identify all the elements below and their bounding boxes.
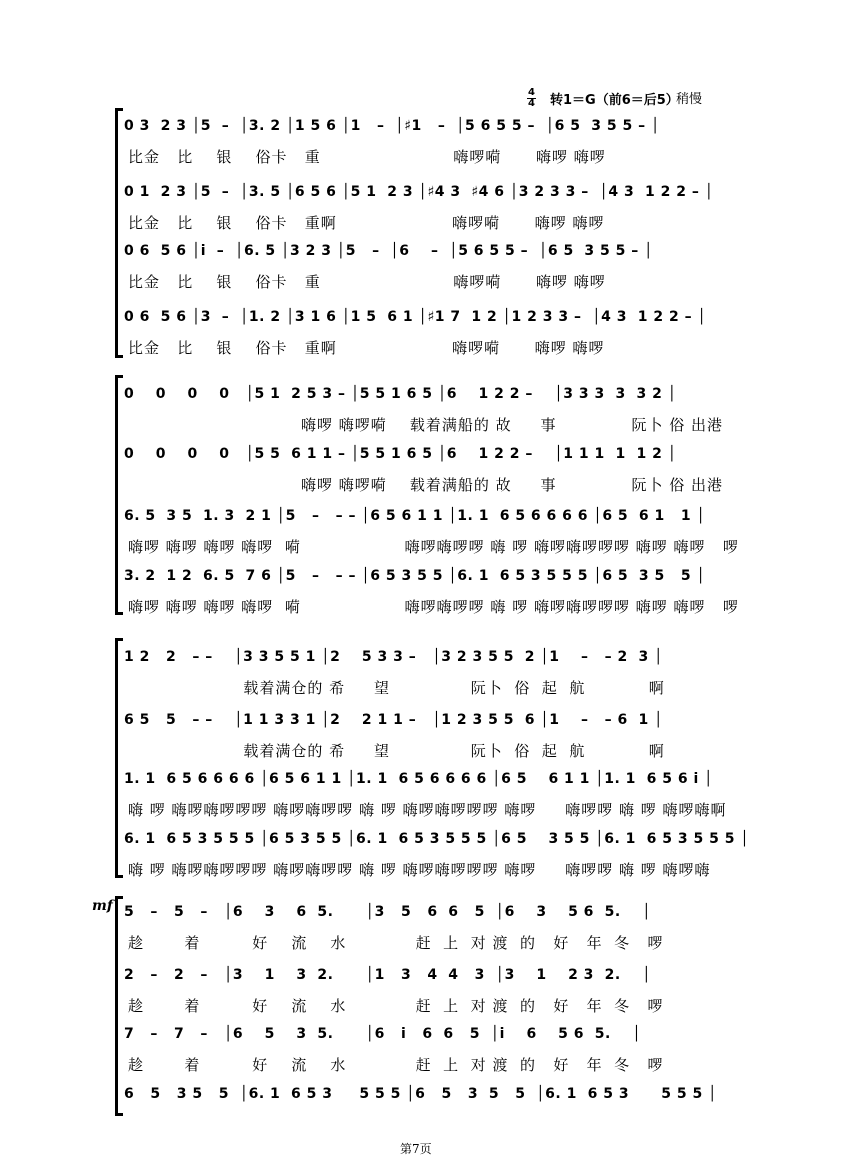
notes-line: 6. 1 6 5 3 5 5 5 │6 5 3 5 5 │6. 1 6 5 3 5 5 5 │6 5 3 5 5 │6. 1 6 5 3 5 5 5 │ (124, 831, 750, 847)
tempo-marking: 稍慢 (676, 92, 703, 107)
page-number: 第7页 (400, 1142, 432, 1156)
notes-line: 0 6 5 6 │3 – │1. 2 │3 1 6 │1 5 6 1 │♯1 7 1 2 │1 2 3 3 – │4 3 1 2 2 – │ (124, 309, 707, 325)
notes-line: 0 3 2 3 │5 – │3. 2 │1 5 6 │1 – │♯1 – │5 6 5 5 – │6 5 3 5 5 – │ (124, 118, 660, 134)
lyrics-line: 嗨啰 嗨啰嗬 载着满船的 故 事 阮卜 俗 出港 (128, 416, 724, 434)
lyrics-line: 载着满仓的 希 望 阮卜 俗 起 航 啊 (128, 742, 665, 760)
system-bracket (115, 638, 118, 878)
lyrics-line: 趁 着 好 流 水 赶 上 对 渡 的 好 年 冬 啰 (128, 1056, 664, 1074)
lyrics-line: 嗨 啰 嗨啰嗨啰啰啰 嗨啰嗨啰啰 嗨 啰 嗨啰嗨啰啰啰 嗨啰 嗨啰啰 嗨 啰 嗨啰嗨啊 (128, 801, 727, 819)
time-signature: 4 4 (528, 87, 535, 109)
lyrics-line: 比金 比 银 俗卡 重 嗨啰嗬 嗨啰 嗨啰 (128, 273, 606, 291)
notes-line: 0 0 0 0 │5 5 6 1 1 – │5 5 1 6 5 │6 1 2 2 – │1 1 1 1 1 2 │ (124, 446, 677, 462)
system-bracket (115, 896, 118, 1116)
notes-line: 3. 2 1 2 6. 5 7 6 │5 – – – │6 5 3 5 5 │6. 1 6 5 3 5 5 5 │6 5 3 5 5 │ (124, 568, 706, 584)
notes-line: 7 – 7 – │6 5 3 5. │6 i 6 6 5 │i 6 5 6 5. │ (124, 1026, 642, 1042)
notes-line: 6. 5 3 5 1. 3 2 1 │5 – – – │6 5 6 1 1 │1. 1 6 5 6 6 6 6 │6 5 6 1 1 │ (124, 508, 706, 524)
lyrics-line: 载着满仓的 希 望 阮卜 俗 起 航 啊 (128, 679, 665, 697)
lyrics-line: 嗨啰 嗨啰 嗨啰 嗨啰 嗬 嗨啰嗨啰啰 嗨 啰 嗨啰嗨啰啰啰 嗨啰 嗨啰 啰 (128, 598, 739, 616)
lyrics-line: 嗨 啰 嗨啰嗨啰啰啰 嗨啰嗨啰啰 嗨 啰 嗨啰嗨啰啰啰 嗨啰 嗨啰啰 嗨 啰 嗨啰嗨 (128, 861, 711, 879)
lyrics-line: 趁 着 好 流 水 赶 上 对 渡 的 好 年 冬 啰 (128, 997, 664, 1015)
system-bracket (115, 375, 118, 615)
lyrics-line: 趁 着 好 流 水 赶 上 对 渡 的 好 年 冬 啰 (128, 934, 664, 952)
lyrics-line: 嗨啰 嗨啰嗬 载着满船的 故 事 阮卜 俗 出港 (128, 476, 724, 494)
notes-line: 2 – 2 – │3 1 3 2. │1 3 4 4 3 │3 1 2 3 2. │ (124, 967, 652, 983)
notes-line: 5 – 5 – │6 3 6 5. │3 5 6 6 5 │6 3 5 6 5. │ (124, 904, 652, 920)
lyrics-line: 嗨啰 嗨啰 嗨啰 嗨啰 嗬 嗨啰嗨啰啰 嗨 啰 嗨啰嗨啰啰啰 嗨啰 嗨啰 啰 (128, 538, 739, 556)
system-bracket (115, 108, 118, 358)
notes-line: 0 1 2 3 │5 – │3. 5 │6 5 6 │5 1 2 3 │♯4 3 ♯4 6 │3 2 3 3 – │4 3 1 2 2 – │ (124, 184, 714, 200)
notes-line: 0 6 5 6 │i – │6. 5 │3 2 3 │5 – │6 – │5 6 5 5 – │6 5 3 5 5 – │ (124, 243, 654, 259)
lyrics-line: 比金 比 银 俗卡 重啊 嗨啰嗬 嗨啰 嗨啰 (128, 339, 605, 357)
notes-line: 6 5 3 5 5 │6. 1 6 5 3 5 5 5 │6 5 3 5 5 │6. 1 6 5 3 5 5 5 │ (124, 1086, 718, 1102)
lyrics-line: 比金 比 银 俗卡 重啊 嗨啰嗬 嗨啰 嗨啰 (128, 214, 605, 232)
notes-line: 6 5 5 – – │1 1 3 3 1 │2 2 1 1 – │1 2 3 5 5 6 │1 – – 6 1 │ (124, 712, 664, 728)
key-change: 转1＝G（前6＝后5） (550, 93, 679, 108)
lyrics-line: 比金 比 银 俗卡 重 嗨啰嗬 嗨啰 嗨啰 (128, 148, 606, 166)
notes-line: 0 0 0 0 │5 1 2 5 3 – │5 5 1 6 5 │6 1 2 2 – │3 3 3 3 3 2 │ (124, 386, 677, 402)
dynamic-marking: mf (92, 898, 113, 914)
notes-line: 1 2 2 – – │3 3 5 5 1 │2 5 3 3 – │3 2 3 5 5 2 │1 – – 2 3 │ (124, 649, 664, 665)
notes-line: 1. 1 6 5 6 6 6 6 │6 5 6 1 1 │1. 1 6 5 6 6 6 6 │6 5 6 1 1 │1. 1 6 5 6 i │ (124, 771, 714, 787)
